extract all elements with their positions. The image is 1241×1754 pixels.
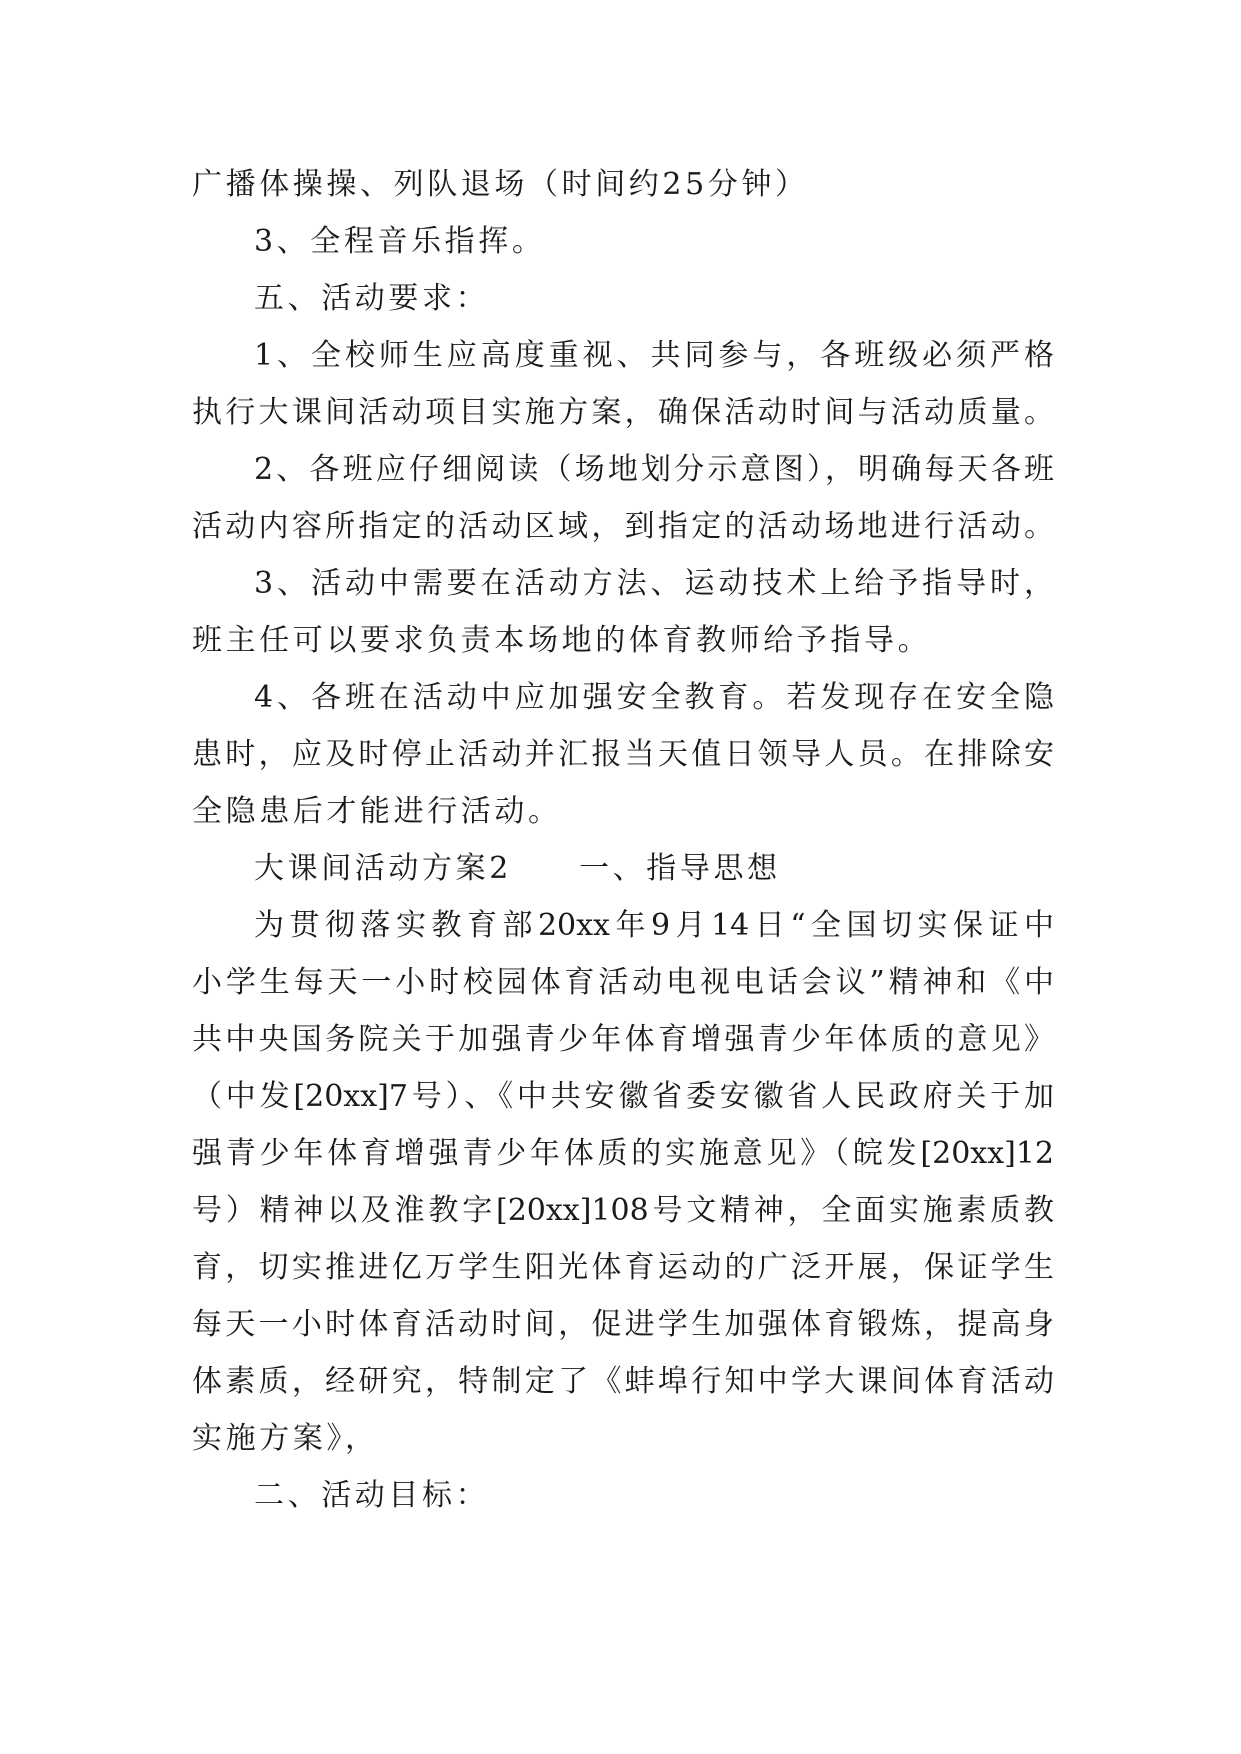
text-line: 患时，应及时停止活动并汇报当天值日领导人员。在排除安: [192, 737, 1054, 772]
text-line: 育，切实推进亿万学生阳光体育运动的广泛开展，保证学生: [192, 1250, 1054, 1285]
text-line: 强青少年体育增强青少年体质的实施意见》（皖发[20xx]12: [192, 1136, 1054, 1171]
text-line: 实施方案》，: [192, 1421, 379, 1456]
text-line: 共中央国务院关于加强青少年体育增强青少年体质的意见》: [192, 1022, 1054, 1057]
text-line: 执行大课间活动项目实施方案，确保活动时间与活动质量。: [192, 395, 1054, 430]
text-line: 4、各班在活动中应加强安全教育。若发现存在安全隐: [254, 680, 1054, 715]
text-line: 3、活动中需要在活动方法、运动技术上给予指导时，: [254, 566, 1054, 601]
text-line: 2、各班应仔细阅读（场地划分示意图），明确每天各班: [254, 452, 1054, 487]
text-line: 3、全程音乐指挥。: [254, 224, 546, 259]
section-heading: 五、活动要求：: [254, 281, 490, 316]
text-line: 号）精神以及淮教字[20xx]108号文精神，全面实施素质教: [192, 1193, 1054, 1228]
text-line: （中发[20xx]7号）、《中共安徽省委安徽省人民政府关于加: [192, 1079, 1054, 1114]
text-line: 小学生每天一小时校园体育活动电视电话会议”精神和《中: [192, 965, 1054, 1000]
text-line: 活动内容所指定的活动区域，到指定的活动场地进行活动。: [192, 509, 1054, 544]
section-heading: 大课间活动方案2 一、指导思想: [254, 851, 781, 886]
text-line: 广播体操操、列队退场（时间约25分钟）: [192, 167, 809, 202]
text-line: 为贯彻落实教育部20xx年9月14日“全国切实保证中: [254, 908, 1054, 943]
text-line: 体素质，经研究，特制定了《蚌埠行知中学大课间体育活动: [192, 1364, 1054, 1399]
text-line: 1、全校师生应高度重视、共同参与，各班级必须严格: [254, 338, 1054, 373]
text-line: 每天一小时体育活动时间，促进学生加强体育锻炼，提高身: [192, 1307, 1054, 1342]
section-heading: 二、活动目标：: [254, 1478, 490, 1513]
text-line: 班主任可以要求负责本场地的体育教师给予指导。: [192, 623, 932, 658]
text-line: 全隐患后才能进行活动。: [192, 794, 562, 829]
